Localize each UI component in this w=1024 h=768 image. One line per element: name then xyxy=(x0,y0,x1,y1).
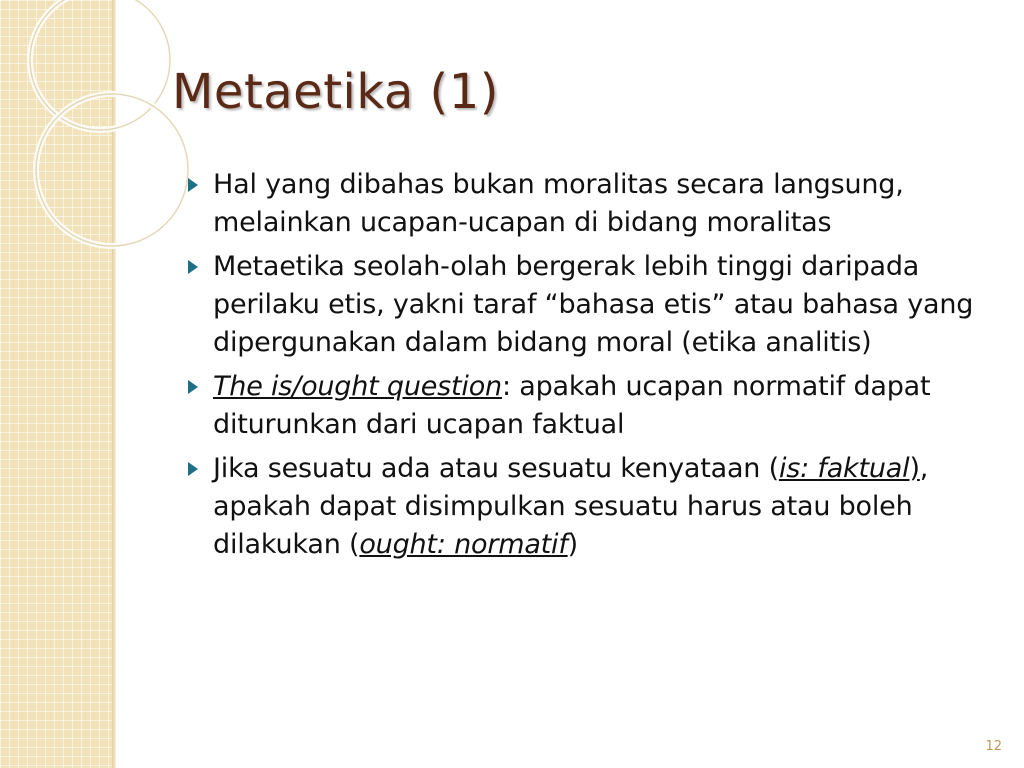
triangle-right-icon xyxy=(188,380,198,394)
bullet-item xyxy=(186,368,986,444)
bullet-text: Hal yang dibahas bukan moralitas secara langsung, melainkan ucapan-ucapan di bidang moralitas xyxy=(213,169,904,238)
triangle-right-icon xyxy=(188,462,198,476)
decorative-rings xyxy=(0,0,200,260)
bullet-text: Metaetika seolah-olah bergerak lebih tinggi daripada perilaku etis, yakni taraf “bahasa etis” atau bahasa yang dipergunakan dalam bidang moral (etika analitis) xyxy=(213,251,974,358)
page-number: 12 xyxy=(985,739,1002,754)
bullet-text-continued: , apakah dapat disimpulkan sesuatu harus atau boleh dilakukan ( xyxy=(213,453,929,560)
is-label: is: xyxy=(778,453,810,484)
faktual-label: faktual xyxy=(817,453,910,484)
triangle-right-icon xyxy=(188,178,198,192)
close-paren: ) xyxy=(909,453,920,484)
is-faktual-phrase xyxy=(779,453,920,484)
bullet-item xyxy=(186,450,986,564)
close-paren: ) xyxy=(567,529,579,560)
triangle-right-icon xyxy=(188,260,198,274)
bullet-item xyxy=(186,166,986,242)
bullet-text: : apakah ucapan normatif dapat diturunkan dari ucapan faktual xyxy=(213,371,931,440)
bullet-text: Jika sesuatu ada atau sesuatu kenyataan ( xyxy=(213,453,779,484)
bullet-list xyxy=(186,166,986,570)
is-ought-term: The is/ought question xyxy=(213,371,502,402)
bullet-item xyxy=(186,248,986,362)
ought-normatif-label: ought: normatif xyxy=(359,529,568,560)
slide-title: Metaetika (1) xyxy=(172,64,499,120)
